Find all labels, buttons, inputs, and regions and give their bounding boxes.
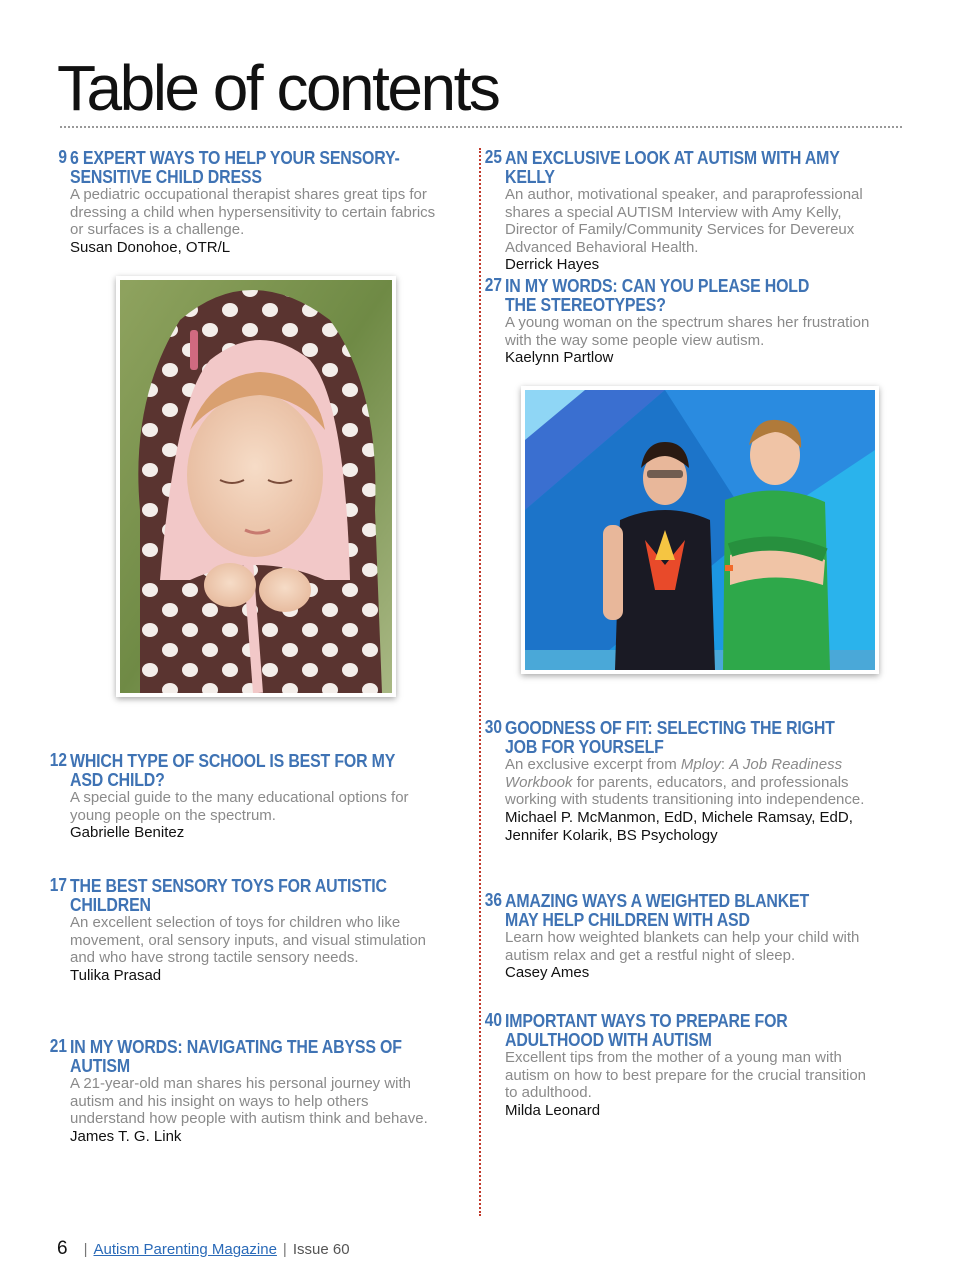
article-description: A 21-year-old man shares his personal journey with autism and his insight on ways to help others understand how people with autism think and behave. xyxy=(70,1075,428,1127)
girl-raincoat-photo xyxy=(116,276,396,697)
article-title[interactable]: GOODNESS OF FIT: SELECTING THE RIGHT JOB FOR YOURSELF xyxy=(505,717,835,757)
article-title[interactable]: THE BEST SENSORY TOYS FOR AUTISTIC CHILDREN xyxy=(70,875,387,915)
page-number: 30 xyxy=(484,717,502,737)
toc-entry-9[interactable] xyxy=(35,148,460,257)
page-footer xyxy=(57,1238,350,1260)
footer-separator: | xyxy=(83,1241,88,1258)
article-description: A young woman on the spectrum shares her frustration with the way some people view autism. xyxy=(505,314,870,349)
page-number: 25 xyxy=(484,147,502,167)
toc-entry-12[interactable] xyxy=(35,751,460,843)
article-description: A pediatric occupational therapist shares great tips for dressing a child when hypersensitivity to certain fabrics or surfaces is a challenge. xyxy=(70,186,436,238)
article-author: Kaelynn Partlow xyxy=(505,349,614,366)
title-divider xyxy=(60,126,902,128)
article-author: Michael P. McManmon, EdD, Michele Ramsay, EdD, Jennifer Kolarik, BS Psychology xyxy=(505,808,853,844)
article-title[interactable]: IN MY WORDS: NAVIGATING THE ABYSS OF AUTISM xyxy=(70,1036,402,1076)
page-number: 12 xyxy=(49,750,67,770)
article-author: Milda Leonard xyxy=(505,1101,601,1119)
article-description: A special guide to the many educational options for young people on the spectrum. xyxy=(70,789,409,824)
page-title: Table of contents xyxy=(57,52,499,124)
toc-entry-40[interactable] xyxy=(470,1011,895,1120)
article-title[interactable]: AN EXCLUSIVE LOOK AT AUTISM WITH AMY KELLY xyxy=(505,147,840,187)
article-title[interactable]: 6 EXPERT WAYS TO HELP YOUR SENSORY-SENSITIVE CHILD DRESS xyxy=(70,147,400,187)
page-number: 27 xyxy=(484,275,502,295)
article-title[interactable]: AMAZING WAYS A WEIGHTED BLANKET MAY HELP CHILDREN WITH ASD xyxy=(505,890,810,930)
article-description: An exclusive excerpt from Mploy: A Job Readiness Workbook for parents, educators, and professionals working with students transitioning into independence. xyxy=(505,756,865,808)
page-number: 9 xyxy=(58,147,67,167)
article-title[interactable]: IN MY WORDS: CAN YOU PLEASE HOLD THE STEREOTYPES? xyxy=(505,275,810,315)
toc-entry-17[interactable] xyxy=(35,876,460,985)
toc-entry-25[interactable] xyxy=(470,148,895,275)
article-author: Derrick Hayes xyxy=(505,256,600,273)
page-number: 21 xyxy=(49,1036,67,1056)
article-description: An excellent selection of toys for children who like movement, oral sensory inputs, and visual stimulation and who have strong tactile sensory needs. xyxy=(70,914,427,966)
article-description: Learn how weighted blankets can help your child with autism relax and get a restful night of sleep. xyxy=(505,929,860,964)
article-author: Susan Donohoe, OTR/L xyxy=(70,238,231,256)
issue-label: Issue 60 xyxy=(292,1241,350,1258)
article-author: Tulika Prasad xyxy=(70,966,162,984)
folio-page-number: 6 xyxy=(57,1238,68,1259)
article-title[interactable]: IMPORTANT WAYS TO PREPARE FOR ADULTHOOD WITH AUTISM xyxy=(505,1010,788,1050)
toc-entry-36[interactable] xyxy=(470,891,895,983)
toc-entry-27[interactable] xyxy=(470,276,895,368)
toc-entry-30[interactable] xyxy=(470,718,895,846)
magazine-link[interactable]: Autism Parenting Magazine xyxy=(93,1241,277,1258)
footer-separator: | xyxy=(282,1241,287,1258)
article-author: Gabrielle Benitez xyxy=(70,824,185,841)
toc-entry-21[interactable] xyxy=(35,1037,460,1146)
article-description: Excellent tips from the mother of a young man with autism on how to best prepare for the crucial transition to adulthood. xyxy=(505,1049,867,1101)
page-number: 17 xyxy=(49,875,67,895)
page-number: 40 xyxy=(484,1010,502,1030)
page-number: 36 xyxy=(484,890,502,910)
article-author: James T. G. Link xyxy=(70,1127,182,1145)
article-author: Casey Ames xyxy=(505,964,590,981)
article-title[interactable]: WHICH TYPE OF SCHOOL IS BEST FOR MY ASD CHILD? xyxy=(70,750,395,790)
article-description: An author, motivational speaker, and paraprofessional shares a special AUTISM Interview with Amy Kelly, Director of Family/Community Services for Devereux Advanced Behavioral Health. xyxy=(505,186,863,256)
two-young-men-photo xyxy=(521,386,879,674)
